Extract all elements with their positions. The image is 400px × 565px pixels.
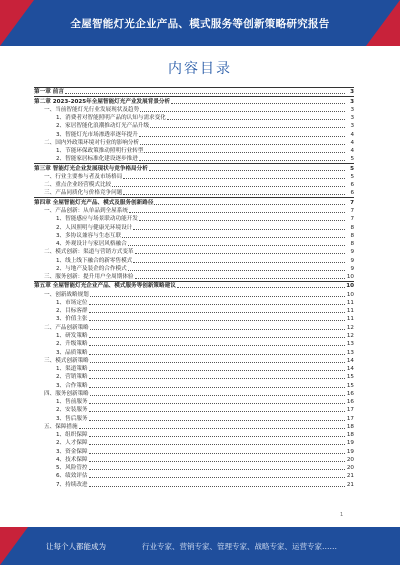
toc-entry-page: 16 [346, 399, 354, 406]
toc-leader-dots [89, 453, 345, 454]
report-title: 全屋智能灯光企业产品、模式服务等创新策略研究报告 [70, 17, 330, 30]
toc-entry-label: 第五章 全屋智能灯光企业产品、模式服务等创新策略建议 [34, 283, 176, 290]
toc-entry-label: 2、安装服务 [56, 407, 88, 414]
toc-leader-dots [89, 304, 345, 305]
toc-entry-page: 8 [350, 224, 354, 231]
toc-entry[interactable] [34, 87, 354, 96]
toc-entry-page: 3 [350, 115, 354, 122]
toc-leader-dots [177, 287, 345, 288]
toc-leader-dots [135, 253, 345, 254]
toc-leader-dots [89, 337, 345, 338]
toc-entry-label: 1、消费者对智能照明产品的认知与需求变化 [56, 115, 166, 122]
toc-entry-label: 2、智能家居标准化建设逐步推进 [56, 156, 138, 163]
toc-entry-label: 二、国内外政策环境对行业的影响分析 [44, 139, 140, 146]
toc-entry[interactable] [34, 390, 354, 398]
toc-leader-dots [128, 270, 345, 271]
toc-leader-dots [140, 111, 345, 112]
toc-entry-label: 1、市场定位 [56, 299, 88, 306]
toc-entry-page: 7 [350, 207, 354, 214]
toc-entry-page: 17 [346, 407, 354, 414]
toc-entry[interactable] [34, 130, 354, 138]
toc-entry[interactable] [34, 456, 354, 464]
toc-entry[interactable] [34, 189, 354, 197]
toc-entry[interactable] [34, 480, 354, 488]
toc-entry-label: 3、品质策略 [56, 349, 88, 356]
toc-entry-label: 2、家居智能化浪潮推动灯光产品升级 [56, 123, 150, 130]
toc-entry-page: 17 [346, 415, 354, 422]
toc-entry[interactable] [34, 299, 354, 307]
toc-entry-label: 第一章 前言 [34, 89, 64, 96]
toc-entry-label: 二、模式创新：渠道与营销方式变革 [44, 249, 134, 256]
toc-leader-dots [139, 136, 345, 137]
toc-entry-label: 一、产品创新：从单品到全屋系统 [44, 207, 128, 214]
toc-entry-page: 6 [350, 182, 354, 189]
toc-entry[interactable] [34, 381, 354, 389]
toc-entry-label: 1、智能感应与场景联动功能开发 [56, 216, 138, 223]
toc-entry-page: 8 [350, 232, 354, 239]
toc-heading: 内容目录 [168, 61, 232, 77]
toc-entry[interactable] [34, 332, 354, 340]
toc-entry[interactable] [34, 472, 354, 480]
toc-leader-dots [89, 403, 345, 404]
toc-leader-dots [90, 395, 345, 396]
toc-entry-page: 3 [350, 98, 354, 105]
toc-entry[interactable] [34, 398, 354, 406]
toc-entry-page: 12 [346, 332, 354, 339]
toc-entry-label: 一、创新战略规划 [44, 291, 89, 298]
toc-leader-dots [90, 329, 345, 330]
toc-entry-label: 3、智能灯光市场渗透率逐年提升 [56, 131, 138, 138]
toc-entry[interactable] [34, 232, 354, 240]
toc-entry-page: 3 [350, 89, 354, 96]
toc-entry-page: 4 [350, 148, 354, 155]
toc-entry-label: 3、合作策略 [56, 382, 88, 389]
toc-entry-label: 3、售后服务 [56, 415, 88, 422]
toc-entry-page: 3 [350, 123, 354, 130]
toc-entry-page: 16 [346, 390, 354, 397]
toc-entry-label: 3、多协议兼容与生态互联 [56, 232, 122, 239]
toc-entry[interactable] [34, 248, 354, 256]
toc-entry[interactable] [34, 414, 354, 422]
toc-entry[interactable] [34, 114, 354, 122]
toc-entry-label: 三、模式创新策略 [44, 357, 89, 364]
toc-leader-dots [150, 127, 345, 128]
toc-entry-label: 四、服务创新策略 [44, 390, 89, 397]
toc-entry-label: 2、人才保障 [56, 440, 88, 447]
toc-entry-label: 4、外观设计与家居风格融合 [56, 241, 127, 248]
toc-entry-page: 11 [346, 299, 354, 306]
toc-entry-label: 一、当前智能灯光行业发展现状及趋势 [44, 106, 140, 113]
report-header-banner [0, 0, 400, 46]
toc-entry[interactable] [34, 290, 354, 298]
toc-entry[interactable] [34, 96, 354, 105]
toc-entry[interactable] [34, 197, 354, 206]
toc-leader-dots [133, 229, 345, 230]
toc-entry[interactable] [34, 155, 354, 163]
toc-entry-page: 8 [350, 241, 354, 248]
toc-leader-dots [89, 420, 345, 421]
header-right-accent [366, 0, 400, 46]
toc-entry-label: 三、产品同质化与价格竞争问题 [44, 190, 123, 197]
toc-entry-page: 10 [346, 291, 354, 298]
toc-leader-dots [122, 237, 345, 238]
toc-entry[interactable] [34, 423, 354, 431]
toc-entry-page: 13 [346, 349, 354, 356]
toc-leader-dots [89, 387, 345, 388]
toc-entry-page: 7 [350, 199, 354, 206]
toc-leader-dots [139, 220, 345, 221]
toc-entry-page: 9 [350, 257, 354, 264]
toc-entry-page: 20 [346, 456, 354, 463]
toc-entry-label: 1、渠道策略 [56, 366, 88, 373]
toc-entry-label: 第四章 全屋智能灯光产品、模式及服务创新路径 [34, 199, 154, 206]
toc-leader-dots [89, 320, 345, 321]
toc-entry-page: 10 [346, 274, 354, 281]
toc-entry[interactable] [34, 147, 354, 155]
toc-entry[interactable] [34, 281, 354, 290]
toc-entry[interactable] [34, 240, 354, 248]
toc-leader-dots [89, 411, 345, 412]
toc-entry[interactable] [34, 273, 354, 281]
toc-leader-dots [90, 296, 345, 297]
toc-entry-label: 1、线上线下融合的新零售模式 [56, 257, 133, 264]
toc-entry-label: 6、绩效评估 [56, 473, 88, 480]
toc-entry[interactable] [34, 439, 354, 447]
toc-entry-page: 15 [346, 374, 354, 381]
toc-entry-page: 5 [350, 173, 354, 180]
table-of-contents [34, 87, 354, 489]
toc-entry[interactable] [34, 431, 354, 439]
toc-entry[interactable] [34, 307, 354, 315]
toc-leader-dots [89, 444, 345, 445]
toc-entry-page: 18 [346, 423, 354, 430]
toc-entry[interactable] [34, 122, 354, 130]
toc-entry-page: 11 [346, 308, 354, 315]
toc-entry[interactable] [34, 464, 354, 472]
toc-leader-dots [65, 93, 345, 94]
toc-entry-label: 五、保障措施 [44, 423, 78, 430]
toc-entry-page: 10 [346, 283, 354, 290]
toc-entry[interactable] [34, 340, 354, 348]
toc-leader-dots [154, 204, 345, 205]
toc-entry-page: 14 [346, 366, 354, 373]
toc-leader-dots [171, 103, 345, 104]
toc-entry[interactable] [34, 365, 354, 373]
toc-entry-page: 4 [350, 139, 354, 146]
toc-leader-dots [129, 212, 345, 213]
toc-entry-page: 4 [350, 131, 354, 138]
toc-entry-label: 1、售前服务 [56, 399, 88, 406]
toc-entry-page: 9 [350, 249, 354, 256]
toc-leader-dots [89, 469, 345, 470]
toc-entry-page: 3 [350, 106, 354, 113]
toc-entry-label: 2、营销策略 [56, 374, 88, 381]
toc-leader-dots [89, 370, 345, 371]
toc-leader-dots [89, 354, 345, 355]
toc-entry-page: 9 [350, 265, 354, 272]
toc-leader-dots [89, 312, 345, 313]
toc-entry-label: 1、研发策略 [56, 332, 88, 339]
footer-banner [0, 527, 400, 565]
page-number: 1 [340, 512, 344, 518]
toc-entry-label: 第二章 2023-2025年全屋智能灯光产业发展背景分析 [34, 98, 171, 105]
toc-entry-page: 12 [346, 324, 354, 331]
toc-entry[interactable] [34, 406, 354, 414]
toc-entry-label: 5、风险管控 [56, 465, 88, 472]
toc-entry[interactable] [34, 223, 354, 231]
toc-entry-page: 21 [346, 473, 354, 480]
footer-expert-list: 行业专家、营销专家、管理专家、战略专家、运营专家…… [142, 542, 337, 551]
toc-entry-label: 二、产品创新策略 [44, 324, 89, 331]
toc-entry-label: 2、与地产及装企的合作模式 [56, 265, 127, 272]
toc-leader-dots [123, 194, 345, 195]
toc-entry-label: 二、重点企业经营模式比较 [44, 182, 112, 189]
toc-leader-dots [89, 378, 345, 379]
toc-entry-page: 15 [346, 382, 354, 389]
toc-entry[interactable] [34, 181, 354, 189]
toc-entry-page: 6 [350, 190, 354, 197]
toc-leader-dots [89, 345, 345, 346]
toc-entry[interactable] [34, 173, 354, 181]
toc-entry-label: 一、行业主要参与者及市场格局 [44, 173, 123, 180]
toc-entry-label: 2、人因照明与健康光环境设计 [56, 224, 133, 231]
toc-entry[interactable] [34, 373, 354, 381]
toc-entry-label: 三、服务创新：提升用户全周期体验 [44, 274, 134, 281]
toc-leader-dots [123, 178, 345, 179]
toc-leader-dots [79, 428, 345, 429]
toc-leader-dots [128, 245, 345, 246]
toc-entry[interactable] [34, 139, 354, 147]
toc-entry-page: 7 [350, 216, 354, 223]
toc-entry-page: 19 [346, 440, 354, 447]
toc-entry[interactable] [34, 348, 354, 356]
toc-entry[interactable] [34, 315, 354, 323]
toc-leader-dots [89, 436, 345, 437]
toc-entry-label: 3、价值主张 [56, 316, 88, 323]
toc-entry[interactable] [34, 256, 354, 264]
toc-entry-label: 1、组织保障 [56, 432, 88, 439]
toc-leader-dots [167, 119, 345, 120]
toc-leader-dots [140, 144, 345, 145]
toc-entry-label: 3、资金保障 [56, 448, 88, 455]
toc-leader-dots [90, 362, 345, 363]
toc-leader-dots [139, 160, 345, 161]
toc-entry-label: 4、技术保障 [56, 456, 88, 463]
toc-leader-dots [133, 262, 345, 263]
toc-entry[interactable] [34, 447, 354, 455]
toc-entry[interactable] [34, 207, 354, 215]
toc-leader-dots [89, 477, 345, 478]
toc-entry-page: 13 [346, 341, 354, 348]
toc-entry-page: 14 [346, 357, 354, 364]
footer-slogan: 让每个人都能成为 [46, 542, 106, 551]
toc-entry-page: 19 [346, 448, 354, 455]
toc-entry-page: 5 [350, 165, 354, 172]
toc-leader-dots [149, 170, 345, 171]
toc-entry-label: 2、目标客群 [56, 308, 88, 315]
toc-entry[interactable] [34, 163, 354, 172]
toc-entry-page: 18 [346, 432, 354, 439]
toc-entry-label: 2、升级策略 [56, 341, 88, 348]
toc-entry-page: 21 [346, 481, 354, 488]
toc-leader-dots [89, 461, 345, 462]
toc-entry[interactable] [34, 215, 354, 223]
toc-leader-dots [135, 278, 345, 279]
header-left-accent [0, 0, 34, 46]
toc-leader-dots [89, 486, 345, 487]
toc-entry-label: 7、持续改进 [56, 481, 88, 488]
toc-leader-dots [112, 186, 345, 187]
toc-entry[interactable] [34, 357, 354, 365]
toc-entry-page: 11 [346, 316, 354, 323]
toc-entry[interactable] [34, 265, 354, 273]
toc-entry-page: 20 [346, 465, 354, 472]
toc-entry[interactable] [34, 323, 354, 331]
toc-entry[interactable] [34, 106, 354, 114]
toc-entry-label: 第三章 智能灯光企业发展现状与竞争格局分析 [34, 165, 148, 172]
footer-left-accent [0, 527, 28, 565]
toc-leader-dots [144, 152, 345, 153]
toc-entry-label: 1、节能环保政策推动照明行业转型 [56, 148, 144, 155]
toc-entry-page: 5 [350, 156, 354, 163]
